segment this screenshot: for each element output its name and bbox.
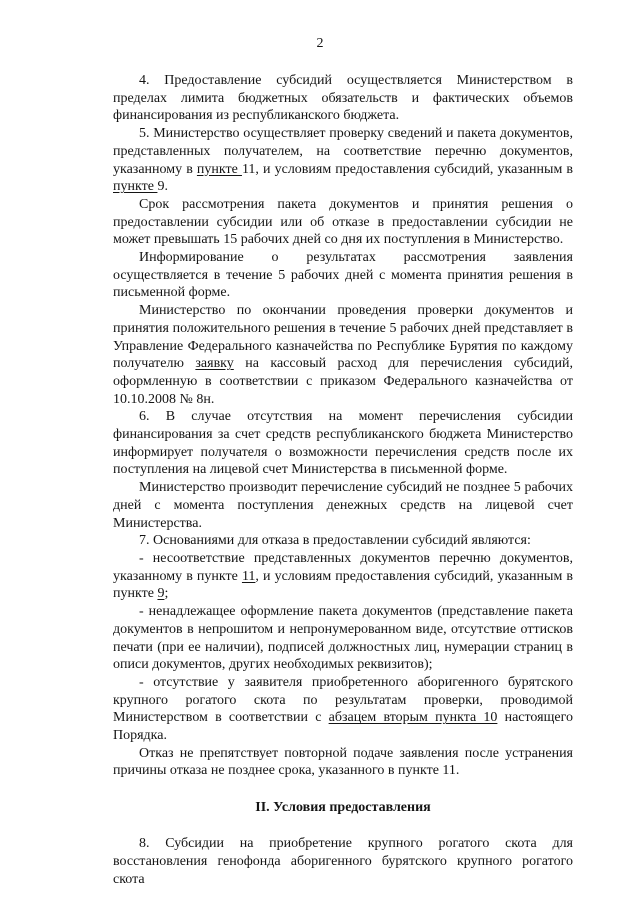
paragraph-text: - отсутствие у заявителя приобретенного аборигенного бурятского крупного рогатого скота по результатам проверки, проводимой Министерством в соответствии с: [113, 674, 573, 726]
paragraph-text: 9.: [157, 179, 168, 195]
section-heading: II. Условия предоставления: [255, 800, 431, 816]
paragraph-4: [113, 72, 573, 125]
link-punkt-9[interactable]: 9: [157, 586, 165, 602]
paragraph-transfer: [113, 479, 573, 532]
paragraph-text: Министерство производит перечисление субсидий не позднее 5 рабочих дней с момента поступления денежных средств на лицевой счет Министерства.: [113, 480, 573, 531]
paragraph-6: [113, 408, 573, 479]
section-gap: [113, 816, 573, 835]
paragraph-text: Информирование о результатах рассмотрения заявления осуществляется в течение 5 рабочих дней с момента принятия решения в письменной форме.: [113, 250, 573, 301]
paragraph-text: 6. В случае отсутствия на момент перечисления субсидии финансирования за счет средств республиканского бюджета Министерство информирует получателя о возможности перечисления средств после их поступления на лицевой счет Министерства в письменной форме.: [113, 409, 573, 478]
paragraph-text: - несоответствие представленных документов перечню документов, указанному в пункте: [113, 550, 573, 584]
link-abzac-vtoroy-punkta-10[interactable]: абзацем вторым пункта 10: [328, 710, 498, 726]
paragraph-5: [113, 125, 573, 196]
paragraph-7: [113, 532, 573, 550]
link-punkt-11[interactable]: пункте: [196, 161, 242, 177]
paragraph-text: , и условиям предоставления субсидий, указанным в пункте: [113, 568, 573, 602]
paragraph-8: 8. Субсидии на приобретение крупного рогатого скота для восстановления генофонда аборигенного бурятского крупного рогатого скота: [113, 836, 573, 887]
paragraph-text: 7. Основаниями для отказа в предоставлении субсидий являются:: [139, 533, 531, 549]
link-punkt-11[interactable]: 11: [241, 568, 256, 584]
link-zayavka[interactable]: заявку: [195, 356, 234, 372]
paragraph-text: настоящего Порядка.: [113, 710, 573, 744]
paragraph-text: Отказ не препятствует повторной подаче заявления после устранения причины отказа не позднее срока, указанного в пункте 11.: [113, 745, 573, 779]
paragraph-text: Министерство по окончании проведения проверки документов и принятия положительного решения в течение 5 рабочих дней представляет в Управление Федерального казначейства по Республике Бурятия по каждому получателю: [113, 303, 573, 372]
paragraph-text: 4. Предоставление субсидий осуществляется Министерством в пределах лимита бюджетных обязательств и фактических объемов финансирования из республиканского бюджета.: [113, 73, 573, 124]
paragraph-7-item-a: [113, 550, 573, 603]
page-number: 2: [316, 36, 324, 51]
paragraph-ufk: [113, 302, 573, 408]
document-body: [113, 72, 573, 888]
paragraph-7-item-c: [113, 674, 573, 745]
paragraph-text: 11, и условиям предоставления субсидий, указанным в: [241, 161, 573, 177]
paragraph-text: 5. Министерство осуществляет проверку сведений и пакета документов, представленных получателем, на соответствие перечню документов, указанному в: [113, 126, 573, 177]
paragraph-text: Срок рассмотрения пакета документов и принятия решения о предоставлении субсидии или об отказе в предоставлении субсидии не может превышать 15 рабочих дней со дня их поступления в Министерство.: [113, 196, 573, 248]
paragraph-text: - ненадлежащее оформление пакета документов (представление пакета документов в непрошитом и непронумерованном виде, отсутствие оттисков печати (при ее наличии), подписей должностных лиц, нумерации страниц в описи документов, других необходимых реквизитов);: [113, 604, 573, 673]
paragraph-text: ;: [164, 586, 169, 602]
section-gap: [113, 780, 573, 799]
link-punkt-9[interactable]: пункте: [113, 179, 158, 195]
paragraph-7-note: [113, 745, 573, 780]
paragraph-7-item-b: [113, 603, 573, 674]
paragraph-text: на кассовый расход для перечисления субсидий, оформленную в соответствии с приказом Федерального казначейства от 10.10.2008 № 8н.: [113, 356, 573, 407]
paragraph-term: [113, 196, 573, 249]
paragraph-inform: [113, 249, 573, 302]
